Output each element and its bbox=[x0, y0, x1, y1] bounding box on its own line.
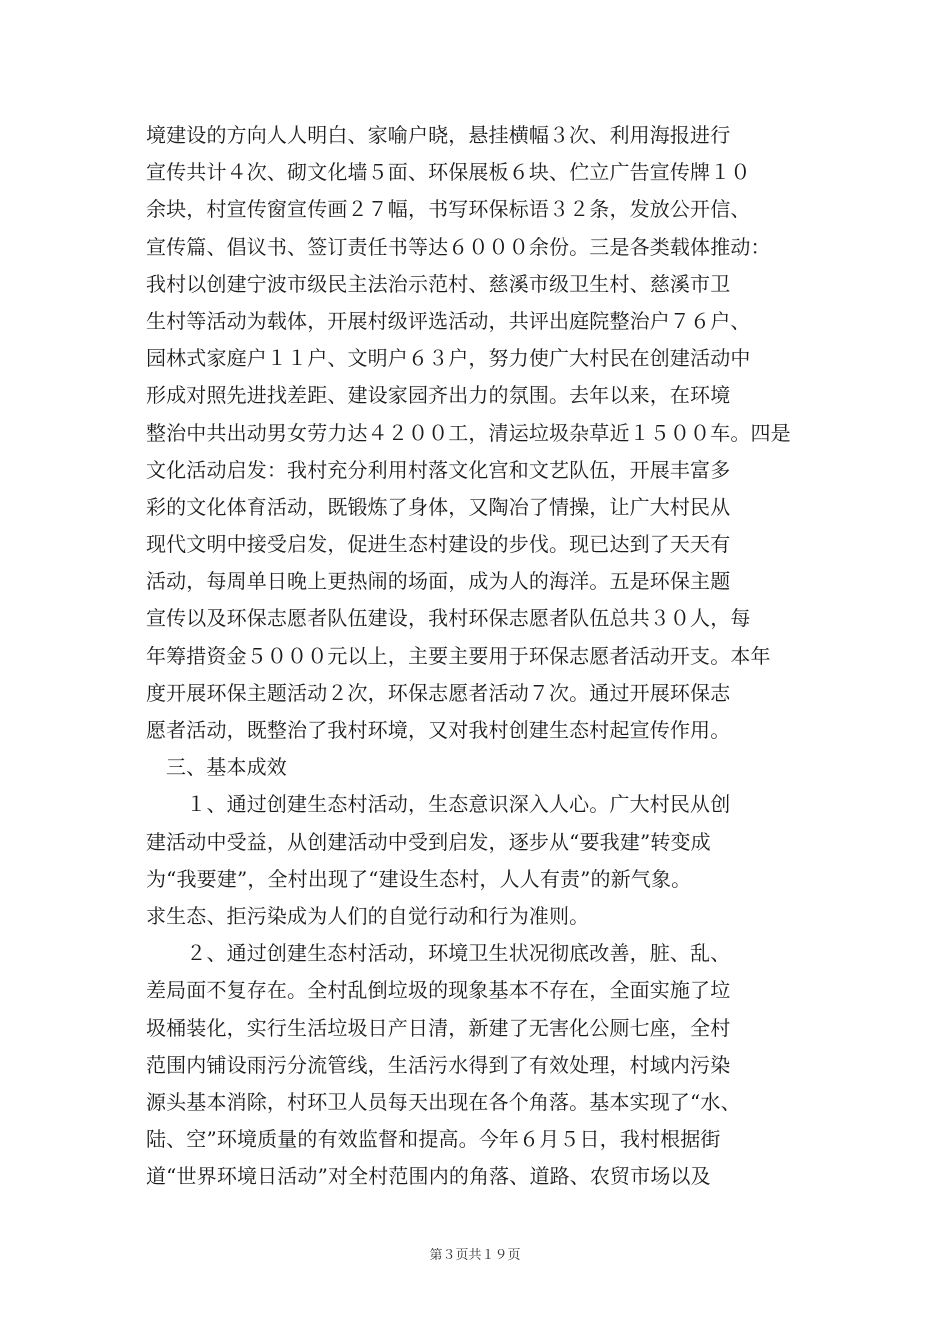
text-line: 文化活动启发：我村充分利用村落文化宫和文艺队伍，开展丰富多 bbox=[146, 457, 731, 482]
text-line: 整治中共出动男女劳力达４２００工，清运垃圾杂草近１５００车。四是 bbox=[146, 420, 791, 445]
text-line: １、通过创建生态村活动，生态意识深入人心。广大村民从创 bbox=[146, 792, 731, 817]
text-line: 年筹措资金５０００元以上，主要主要用于环保志愿者活动开支。本年 bbox=[146, 643, 771, 668]
text-line: 余块，村宣传窗宣传画２７幅，书写环保标语３２条，发放公开信、 bbox=[146, 197, 751, 222]
text-line: 生村等活动为载体，开展村级评选活动，共评出庭院整治户７６户、 bbox=[146, 308, 751, 333]
text-line: 建活动中受益，从创建活动中受到启发，逐步从“要我建”转变成 bbox=[146, 829, 711, 854]
text-line: 愿者活动，既整治了我村环境，又对我村创建生态村起宣传作用。 bbox=[146, 718, 731, 742]
text-line: ２、通过创建生态村活动，环境卫生状况彻底改善，脏、乱、 bbox=[146, 941, 731, 966]
text-line: 宣传以及环保志愿者队伍建设，我村环保志愿者队伍总共３０人，每 bbox=[146, 606, 751, 631]
text-line: 范围内铺设雨污分流管线，生活污水得到了有效处理，村域内污染 bbox=[146, 1052, 731, 1077]
text-line: 我村以创建宁波市级民主法治示范村、慈溪市级卫生村、慈溪市卫 bbox=[146, 271, 731, 296]
text-line: 陆、空”环境质量的有效监督和提高。今年６月５日，我村根据街 bbox=[146, 1127, 721, 1152]
text-line: 为“我要建”，全村出现了“建设生态村，人人有责”的新气象。 bbox=[146, 866, 692, 891]
text-line: 差局面不复存在。全村乱倒垃圾的现象基本不存在，全面实施了垃 bbox=[146, 978, 731, 1003]
text-line: 园林式家庭户１１户、文明户６３户，努力使广大村民在创建活动中 bbox=[146, 346, 751, 371]
text-line: 境建设的方向人人明白、家喻户晓，悬挂横幅３次、利用海报进行 bbox=[146, 123, 731, 147]
page-number: 第３页共１９页 bbox=[429, 1248, 521, 1263]
text-line: 现代文明中接受启发，促进生态村建设的步伐。现已达到了天天有 bbox=[146, 532, 731, 557]
text-line: 求生态、拒污染成为人们的自觉行动和行为准则。 bbox=[146, 903, 590, 928]
text-line: 度开展环保主题活动２次，环保志愿者活动７次。通过开展环保志 bbox=[146, 680, 731, 705]
text-line: 宣传篇、倡议书、签订责任书等达６０００余份。三是各类载体推动： bbox=[146, 234, 771, 259]
text-line: 形成对照先进找差距、建设家园齐出力的氛围。去年以来，在环境 bbox=[146, 383, 731, 408]
section-heading: 三、基本成效 bbox=[166, 755, 287, 780]
text-line: 活动，每周单日晚上更热闹的场面，成为人的海洋。五是环保主题 bbox=[146, 569, 731, 594]
text-line: 彩的文化体育活动，既锻炼了身体，又陶冶了情操，让广大村民从 bbox=[146, 494, 731, 519]
body-text bbox=[146, 117, 810, 1195]
text-line: 道“世界环境日活动”对全村范围内的角落、道路、农贸市场以及 bbox=[146, 1164, 711, 1189]
text-line: 源头基本消除，村环卫人员每天出现在各个角落。基本实现了“水、 bbox=[146, 1089, 741, 1114]
text-line: 圾桶装化，实行生活垃圾日产日清，新建了无害化公厕七座，全村 bbox=[146, 1015, 731, 1040]
text-line: 宣传共计４次、砌文化墙５面、环保展板６块、伫立广告宣传牌１０ bbox=[146, 160, 751, 185]
